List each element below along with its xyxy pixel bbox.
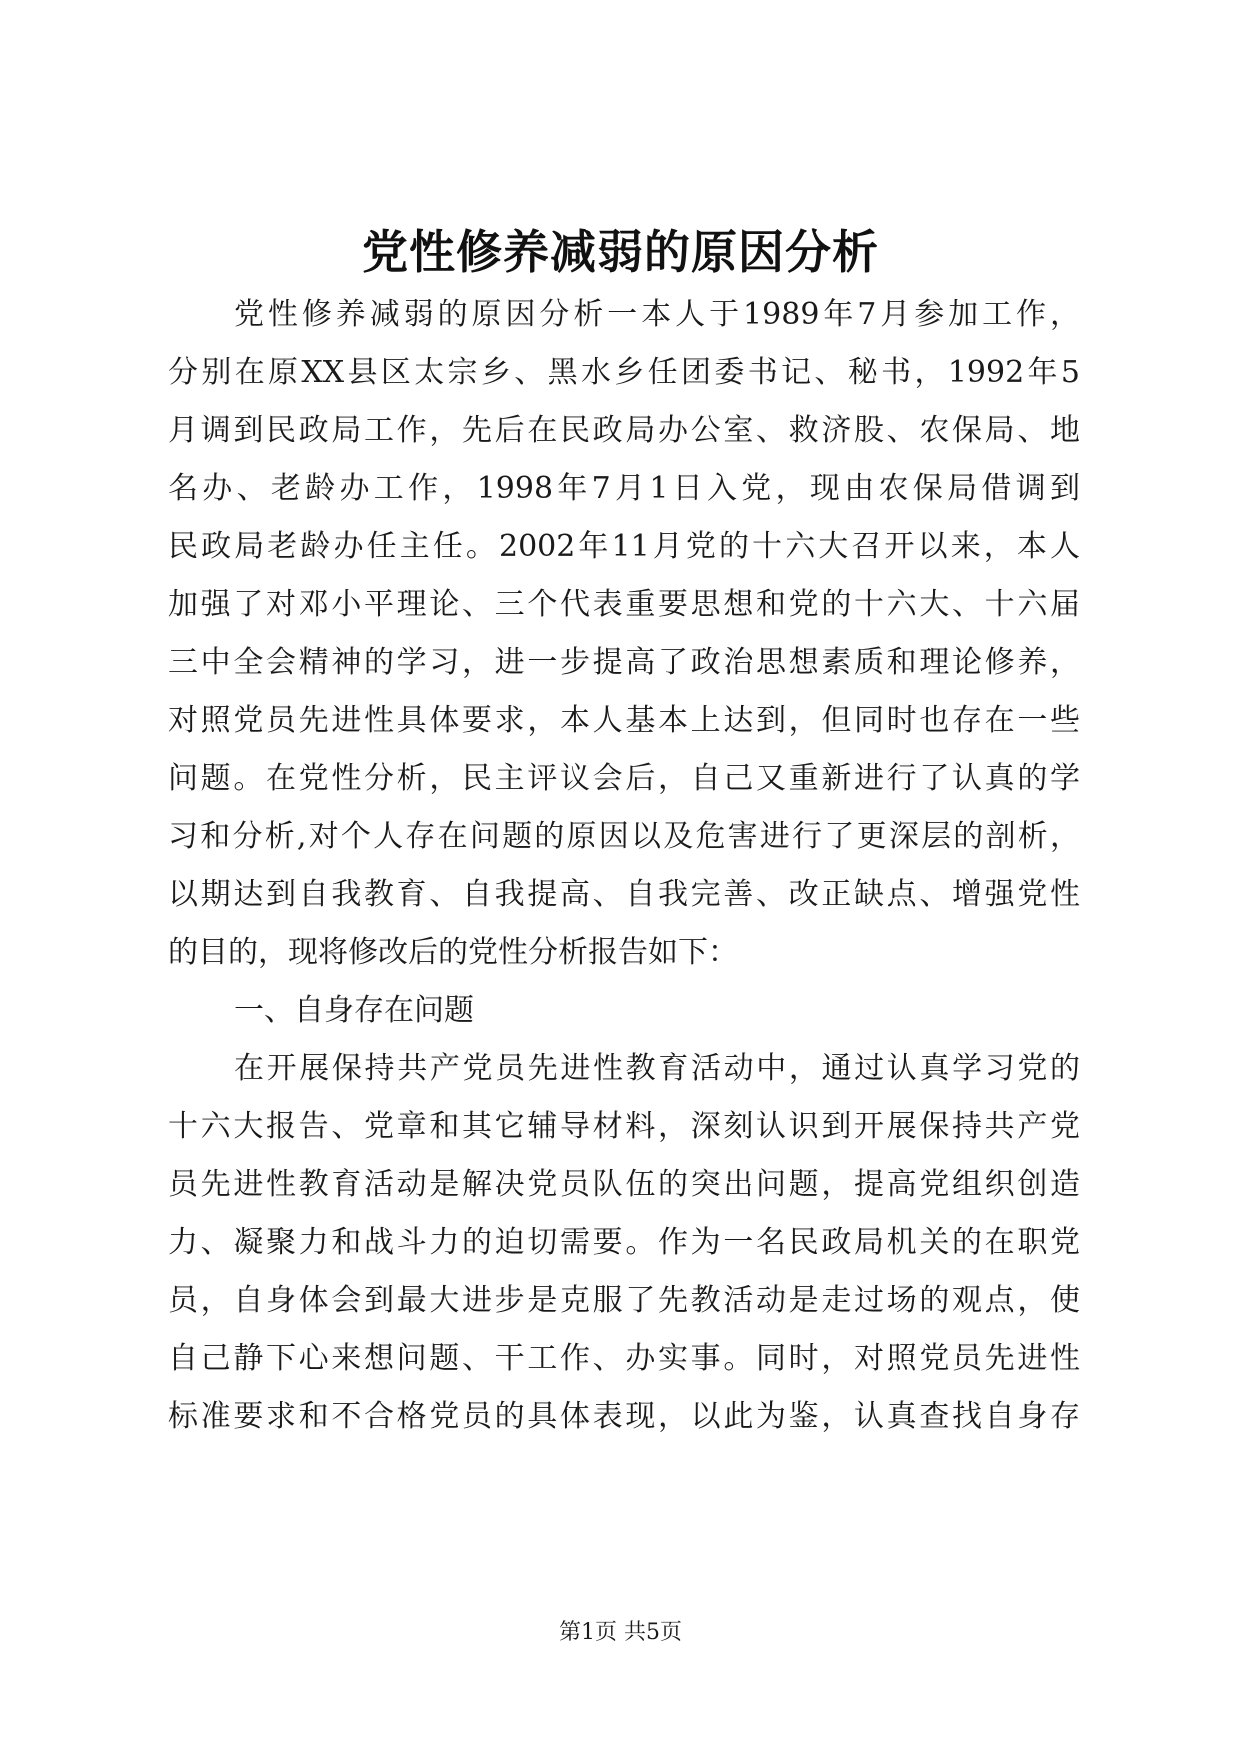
text-line: 在开展保持共产党员先进性教育活动中，通过认真学习党的 <box>234 1051 1080 1086</box>
text-line: 的目的，现将修改后的党性分析报告如下： <box>168 935 738 970</box>
text-line: 民政局老龄办任主任。2002年11月党的十六大召开以来，本人 <box>168 529 1080 564</box>
text-line: 以期达到自我教育、自我提高、自我完善、改正缺点、增强党性 <box>168 877 1080 912</box>
section-heading: 一、自身存在问题 <box>234 993 474 1028</box>
text-line: 三中全会精神的学习，进一步提高了政治思想素质和理论修养， <box>168 645 1080 680</box>
text-line: 名办、老龄办工作，1998年7月1日入党，现由农保局借调到 <box>168 471 1080 506</box>
text-line: 员先进性教育活动是解决党员队伍的突出问题，提高党组织创造 <box>168 1167 1080 1202</box>
page-footer: 第1页 共5页 <box>559 1620 682 1645</box>
text-line: 对照党员先进性具体要求，本人基本上达到，但同时也存在一些 <box>168 703 1080 738</box>
text-line: 自己静下心来想问题、干工作、办实事。同时，对照党员先进性 <box>168 1341 1080 1376</box>
text-line: 标准要求和不合格党员的具体表现，以此为鉴，认真查找自身存 <box>168 1399 1080 1434</box>
text-line: 月调到民政局工作，先后在民政局办公室、救济股、农保局、地 <box>168 413 1080 448</box>
text-line: 员，自身体会到最大进步是克服了先教活动是走过场的观点，使 <box>168 1283 1080 1318</box>
text-line: 加强了对邓小平理论、三个代表重要思想和党的十六大、十六届 <box>168 587 1080 622</box>
text-line: 问题。在党性分析，民主评议会后，自己又重新进行了认真的学 <box>168 761 1080 796</box>
text-line: 力、凝聚力和战斗力的迫切需要。作为一名民政局机关的在职党 <box>168 1225 1080 1260</box>
text-line: 习和分析,对个人存在问题的原因以及危害进行了更深层的剖析， <box>168 819 1080 854</box>
text-line: 分别在原XX县区太宗乡、黑水乡任团委书记、秘书，1992年5 <box>168 355 1080 390</box>
text-line: 党性修养减弱的原因分析一本人于1989年7月参加工作， <box>234 297 1080 332</box>
document-title: 党性修养减弱的原因分析 <box>362 225 879 279</box>
text-line: 十六大报告、党章和其它辅导材料，深刻认识到开展保持共产党 <box>168 1109 1080 1144</box>
